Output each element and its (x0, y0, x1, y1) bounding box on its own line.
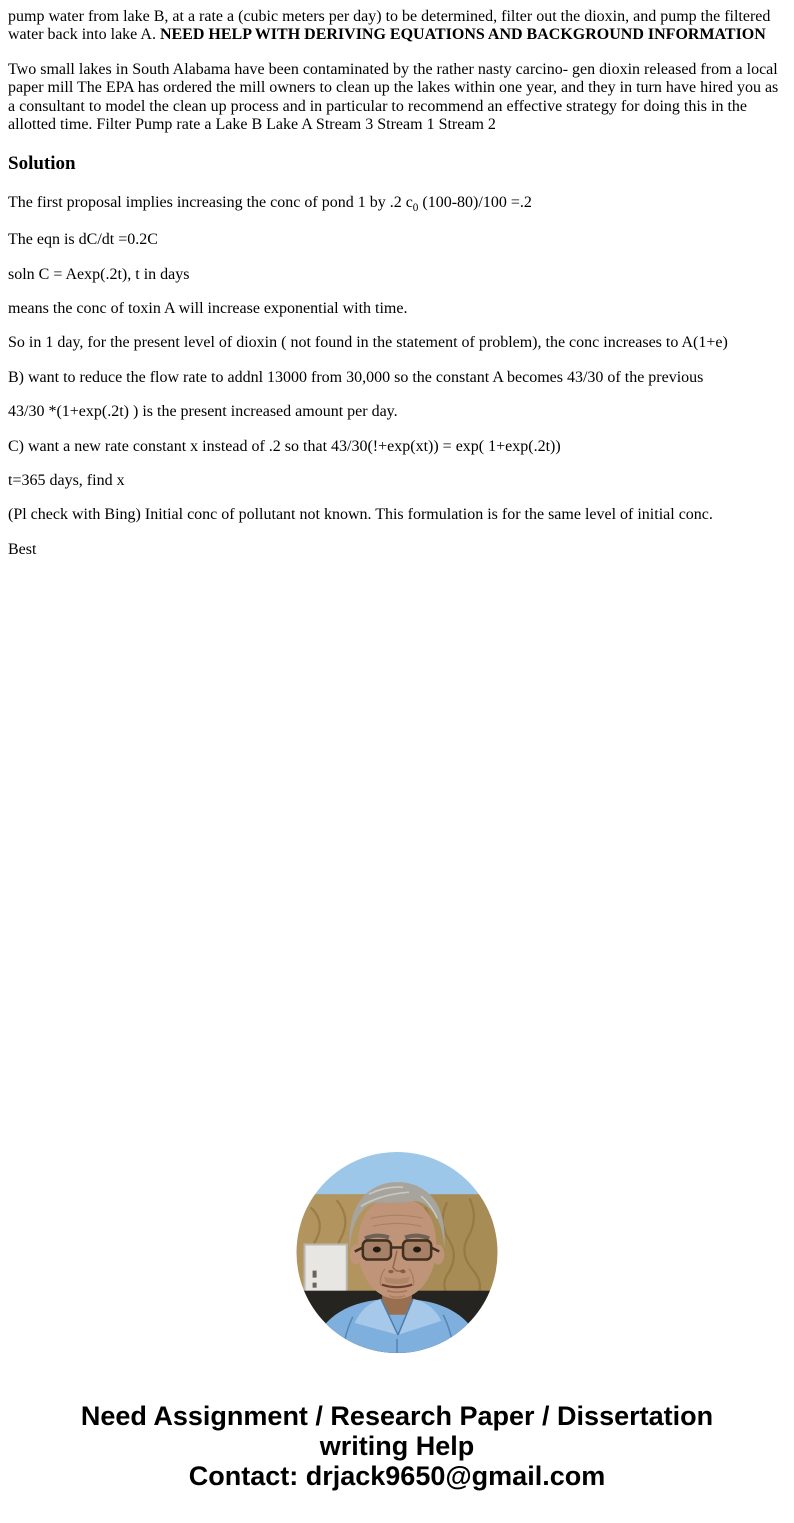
solution-heading: Solution (8, 153, 76, 175)
first-proposal-text: The first proposal implies increasing the conc of pond 1 by .2 c (8, 194, 413, 212)
solution-line-best: Best (8, 540, 37, 558)
solution-line-b: B) want to reduce the flow rate to addnl 13000 from 30,000 so the constant A becomes 43/30 of the previous (8, 368, 704, 386)
tutor-avatar (297, 1152, 498, 1353)
question-text-block (8, 0, 786, 575)
intro-emphasis: NEED HELP WITH DERIVING EQUATIONS AND BACKGROUND INFORMATION (159, 26, 766, 44)
solution-line-4330: 43/30 *(1+exp(.2t) ) is the present increased amount per day. (8, 403, 398, 421)
solution-line-so-in-1-day: So in 1 day, for the present level of dioxin ( not found in the statement of problem), the conc increases to A(1+e) (8, 334, 728, 352)
intro-text: pump water from lake B, at a rate a (cubic meters per day) to be determined, filter out the dioxin, and pump the filtered water back into lake A. (8, 8, 771, 44)
solution-line-soln: soln C = Aexp(.2t), t in days (8, 265, 190, 283)
solution-line-pl-check: (Pl check with Bing) Initial conc of pollutant not known. This formulation is for the same level of initial conc. (8, 506, 713, 524)
solution-line-eqn: The eqn is dC/dt =0.2C (8, 231, 158, 249)
subscript-zero: 0 (412, 202, 419, 215)
solution-line-t365: t=365 days, find x (8, 471, 125, 489)
footer-banner (8, 1401, 786, 1491)
footer-heading-line2: writing Help (319, 1431, 475, 1461)
footer-contact: Contact: drjack9650@gmail.com (188, 1461, 606, 1491)
solution-line-c: C) want a new rate constant x instead of .2 so that 43/30(!+exp(xt)) = exp( 1+exp(.2t)) (8, 437, 561, 455)
tutor-avatar-image (297, 1152, 498, 1353)
first-proposal-line (8, 194, 786, 215)
problem-paragraph: Two small lakes in South Alabama have been contaminated by the rather nasty carcino- gen dioxin released from a local paper mill The EPA has ordered the mill owners to clean up the lakes within one year, and they in turn have hired you as a consultant to model the clean up process and in particular to recommend an effective strategy for doing this in the allotted time. Filter Pump rate a Lake B Lake A Stream 3 Stream 1 Stream 2 (8, 60, 779, 133)
first-proposal-tail: (100-80)/100 =.2 (418, 194, 532, 212)
footer-heading-line1: Need Assignment / Research Paper / Dissertation (80, 1401, 714, 1431)
solution-line-means: means the conc of toxin A will increase exponential with time. (8, 300, 408, 318)
intro-paragraph (8, 8, 786, 45)
